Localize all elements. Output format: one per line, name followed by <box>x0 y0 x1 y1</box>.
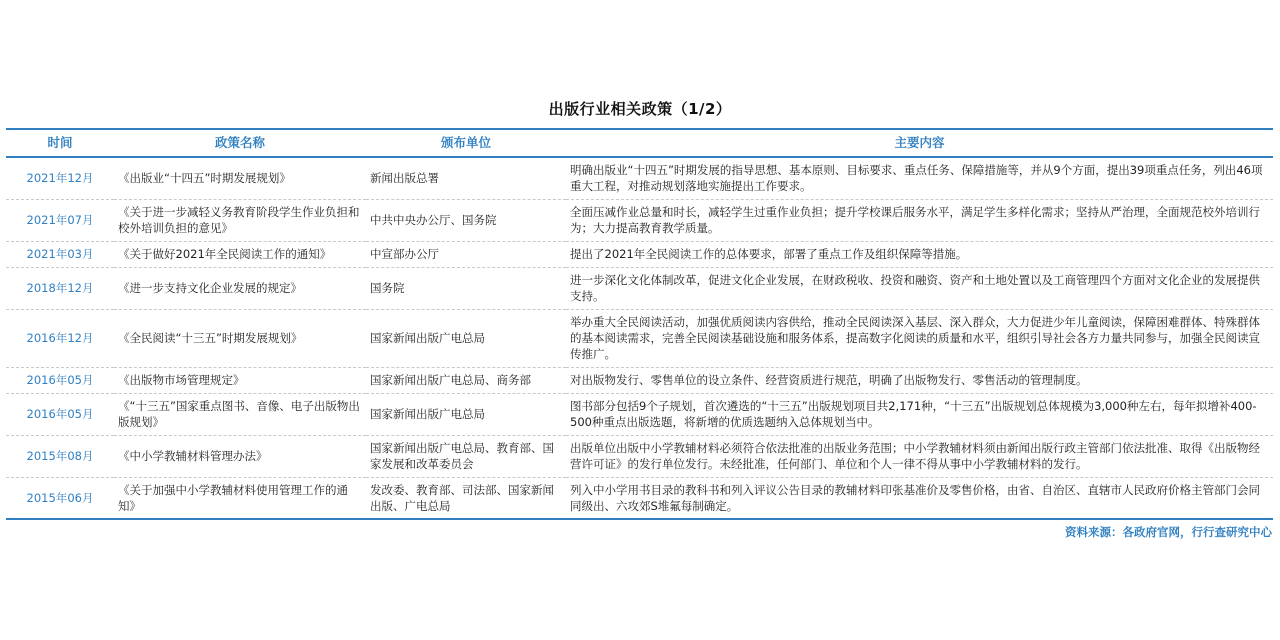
cell-issuer: 新闻出版总署 <box>366 157 566 199</box>
policy-table <box>6 128 1273 520</box>
cell-name: 《全民阅读“十三五”时期发展规划》 <box>114 309 366 367</box>
cell-name: 《“十三五”国家重点图书、音像、电子出版物出版规划》 <box>114 393 366 435</box>
table-row <box>6 367 1273 393</box>
cell-time: 2018年12月 <box>6 267 114 309</box>
cell-name: 《关于加强中小学教辅材料使用管理工作的通知》 <box>114 477 366 519</box>
cell-time: 2021年07月 <box>6 199 114 241</box>
table-row <box>6 241 1273 267</box>
table-row <box>6 267 1273 309</box>
cell-issuer: 国家新闻出版广电总局 <box>366 393 566 435</box>
table-body <box>6 157 1273 519</box>
table-row <box>6 393 1273 435</box>
cell-content: 明确出版业“十四五”时期发展的指导思想、基本原则、目标要求、重点任务、保障措施等，并从9个方面，提出39项重点任务，列出46项重大工程，对推动规划落地实施提出工作要求。 <box>566 157 1273 199</box>
cell-content: 对出版物发行、零售单位的设立条件、经营资质进行规范，明确了出版物发行、零售活动的管理制度。 <box>566 367 1273 393</box>
table-row <box>6 199 1273 241</box>
header-issuer: 颁布单位 <box>366 129 566 157</box>
cell-issuer: 发改委、教育部、司法部、国家新闻出版、广电总局 <box>366 477 566 519</box>
header-time: 时间 <box>6 129 114 157</box>
cell-name: 《关于做好2021年全民阅读工作的通知》 <box>114 241 366 267</box>
cell-content: 全面压减作业总量和时长，减轻学生过重作业负担；提升学校课后服务水平，满足学生多样化需求；坚持从严治理，全面规范校外培训行为；大力提高教育教学质量。 <box>566 199 1273 241</box>
cell-content: 出版单位出版中小学教辅材料必须符合依法批准的出版业务范围；中小学教辅材料须由新闻出版行政主管部门依法批准、取得《出版物经营许可证》的发行单位发行。未经批准，任何部门、单位和个人一律不得从事中小学教辅材料的发行。 <box>566 435 1273 477</box>
cell-content: 列入中小学用书目录的教科书和列入评议公告目录的教辅材料印张基准价及零售价格，由省、自治区、直辖市人民政府价格主管部门会同同级出、六攻郊S堆氟每制确定。 <box>566 477 1273 519</box>
cell-issuer: 国家新闻出版广电总局、教育部、国家发展和改革委员会 <box>366 435 566 477</box>
header-name: 政策名称 <box>114 129 366 157</box>
cell-content: 进一步深化文化体制改革，促进文化企业发展，在财政税收、投资和融资、资产和土地处置以及工商管理四个方面对文化企业的发展提供支持。 <box>566 267 1273 309</box>
cell-name: 《出版业“十四五”时期发展规划》 <box>114 157 366 199</box>
table-row <box>6 309 1273 367</box>
table-row <box>6 435 1273 477</box>
cell-content: 举办重大全民阅读活动，加强优质阅读内容供给，推动全民阅读深入基层、深入群众，大力促进少年儿童阅读，保障困难群体、特殊群体的基本阅读需求，完善全民阅读基础设施和服务体系，提高数字化阅读的质量和水平，组织引导社会各方力量共同参与，加强全民阅读宣传推广。 <box>566 309 1273 367</box>
cell-content: 提出了2021年全民阅读工作的总体要求，部署了重点工作及组织保障等措施。 <box>566 241 1273 267</box>
cell-issuer: 国务院 <box>366 267 566 309</box>
cell-name: 《出版物市场管理规定》 <box>114 367 366 393</box>
cell-issuer: 中共中央办公厅、国务院 <box>366 199 566 241</box>
cell-time: 2016年12月 <box>6 309 114 367</box>
header-content: 主要内容 <box>566 129 1273 157</box>
header-row <box>6 129 1273 157</box>
cell-issuer: 国家新闻出版广电总局 <box>366 309 566 367</box>
source-note: 资料来源：各政府官网，行行查研究中心 <box>1065 525 1272 539</box>
cell-content: 图书部分包括9个子规划，首次遴选的“十三五”出版规划项目共2,171种，“十三五”出版规划总体规模为3,000种左右，每年拟增补400-500种重点出版选题，将新增的优质选题纳入总体规划当中。 <box>566 393 1273 435</box>
cell-name: 《中小学教辅材料管理办法》 <box>114 435 366 477</box>
cell-time: 2021年03月 <box>6 241 114 267</box>
cell-issuer: 国家新闻出版广电总局、商务部 <box>366 367 566 393</box>
cell-issuer: 中宣部办公厅 <box>366 241 566 267</box>
cell-name: 《进一步支持文化企业发展的规定》 <box>114 267 366 309</box>
cell-name: 《关于进一步减轻义务教育阶段学生作业负担和校外培训负担的意见》 <box>114 199 366 241</box>
cell-time: 2015年06月 <box>6 477 114 519</box>
cell-time: 2016年05月 <box>6 367 114 393</box>
page-title: 出版行业相关政策（1/2） <box>548 100 732 118</box>
table-header <box>6 129 1273 157</box>
cell-time: 2015年08月 <box>6 435 114 477</box>
table-row <box>6 157 1273 199</box>
cell-time: 2016年05月 <box>6 393 114 435</box>
table-row <box>6 477 1273 519</box>
cell-time: 2021年12月 <box>6 157 114 199</box>
